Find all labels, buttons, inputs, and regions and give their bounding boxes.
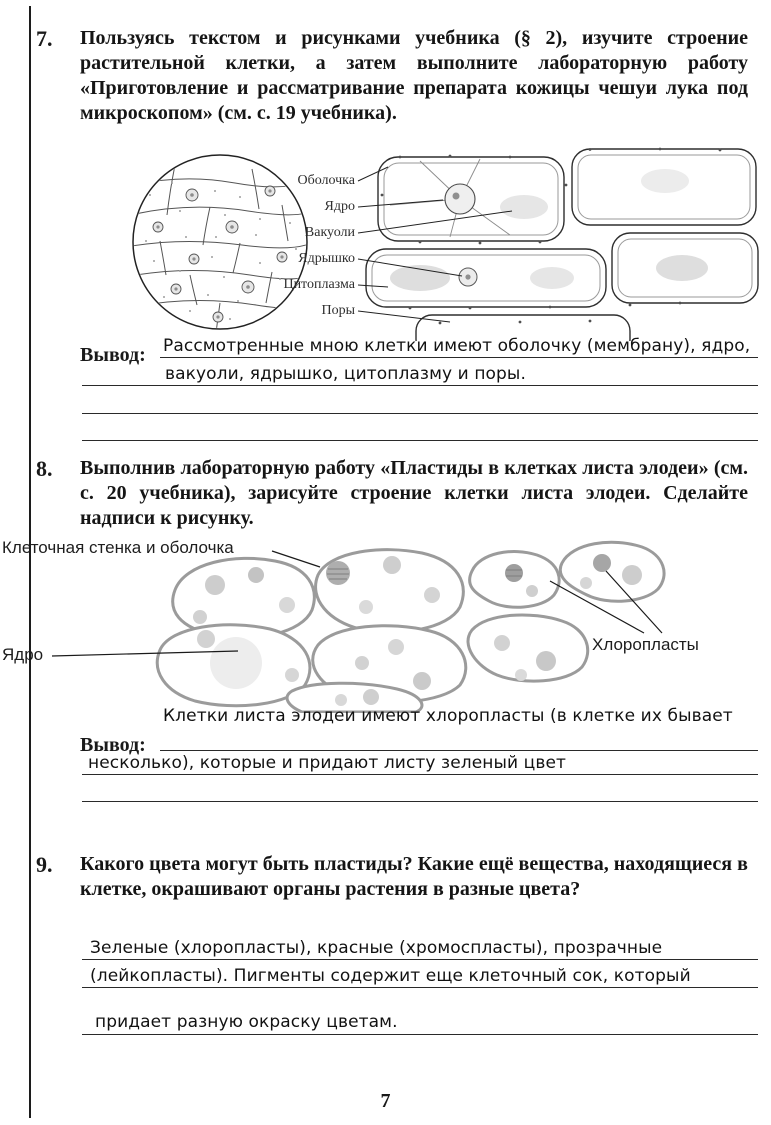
task8-answer-above: Клетки листа элодеи имеют хлоропласты (в клетке их бывает (163, 706, 733, 726)
figure-label-cytoplasm: Цитоплазма (283, 277, 355, 292)
task8-text: Выполнив лабораторную работу «Пластиды в клетках листа элодеи» (см. с. 20 учебника), зарисуйте строение клетки листа элодеи. Сделайте надписи к рисунку. (80, 457, 748, 529)
task9-number: 9. (36, 852, 53, 877)
task7-conclusion-label: Вывод: (80, 344, 146, 366)
task9-text: Какого цвета могут быть пластиды? Какие ещё вещества, находящиеся в клетке, окрашивают органы растения в разные цвета? (80, 853, 748, 900)
answer-rule (82, 413, 758, 414)
plant-cell-figure-svg (120, 145, 765, 341)
figure-label-cell-wall: Клеточная стенка и оболочка (2, 538, 234, 557)
answer-rule (160, 357, 758, 358)
figure-label-nucleus: Ядро (2, 645, 44, 664)
figure-label-chloroplasts: Хлоропласты (592, 635, 699, 654)
figure-label-pores: Поры (321, 303, 355, 318)
answer-rule (82, 959, 758, 960)
task7-number: 7. (36, 26, 53, 51)
figure-label-membrane: Оболочка (297, 173, 355, 188)
page-number: 7 (380, 1090, 391, 1112)
task9-answer-line-1: Зеленые (хлоропласты), красные (хромоспласты), прозрачные (90, 938, 663, 958)
answer-rule (82, 440, 758, 441)
task8-number: 8. (36, 456, 53, 481)
task7-answer-line-2: вакуоли, ядрышко, цитоплазму и поры. (165, 364, 526, 384)
answer-rule (82, 987, 758, 988)
figure-label-nucleolus: Ядрышко (298, 251, 355, 266)
figure-label-nucleus: Ядро (324, 199, 355, 214)
elodea-figure-svg (0, 535, 771, 713)
task9-answer-line-3: придает разную окраску цветам. (95, 1012, 398, 1032)
task8-conclusion-label: Вывод: (80, 734, 146, 756)
task8-answer-below: несколько), которые и придают листу зеленый цвет (88, 753, 567, 773)
answer-rule (82, 774, 758, 775)
figure-label-vacuoles: Вакуоли (304, 225, 355, 240)
answer-rule (82, 385, 758, 386)
task9-answer-line-2: (лейкопласты). Пигменты содержит еще клеточный сок, который (90, 966, 691, 986)
task7-figure (120, 145, 765, 341)
answer-rule (82, 801, 758, 802)
task7-answer-line-1: Рассмотренные мною клетки имеют оболочку (мембрану), ядро, (163, 336, 751, 356)
answer-rule (82, 1034, 758, 1035)
task7-text: Пользуясь текстом и рисунками учебника (§ 2), изучите строение растительной клетки, а затем выполните лабораторную работу «Приготовление и рассматривание препарата кожицы чешуи лука под микроскопом» (см. с. 19 учебника). (80, 27, 748, 124)
answer-rule (160, 750, 758, 751)
task8-figure (0, 535, 771, 713)
